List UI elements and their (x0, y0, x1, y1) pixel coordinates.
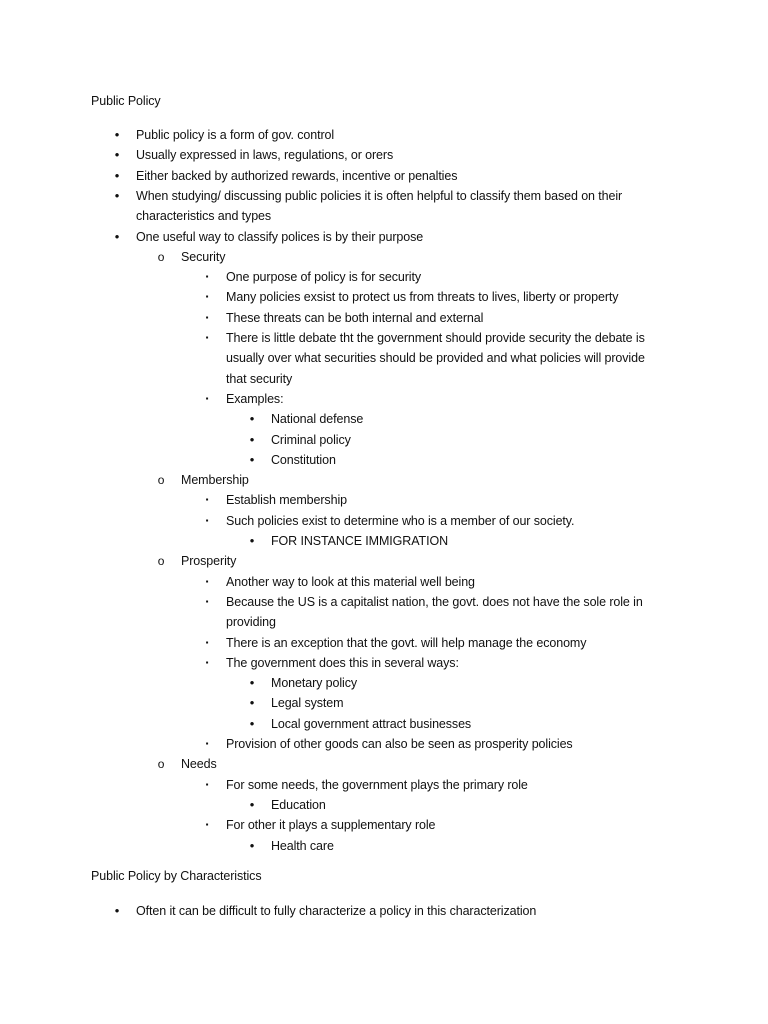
bullet-marker: ▪ (205, 779, 209, 789)
list-item: Many policies exsist to protect us from threats to lives, liberty or property (226, 290, 619, 305)
list-item: Prosperity (181, 554, 237, 569)
list-item: For other it plays a supplementary role (226, 818, 436, 833)
list-item: Usually expressed in laws, regulations, or orers (136, 148, 394, 163)
bullet-marker: ▪ (205, 596, 209, 606)
heading-public-policy-by-characteristics: Public Policy by Characteristics (91, 869, 262, 883)
list-item: Legal system (271, 696, 344, 711)
list-item: Another way to look at this material well being (226, 574, 475, 589)
list-item: Monetary policy (271, 676, 358, 691)
list-item: Provision of other goods can also be seen as prosperity policies (226, 737, 573, 751)
list-item: Either backed by authorized rewards, incentive or penalties (136, 168, 458, 183)
bullet-marker: ▪ (205, 495, 209, 505)
bullet-marker: ▪ (205, 515, 209, 525)
bullet-marker: • (249, 431, 255, 447)
bullet-marker: • (249, 715, 255, 731)
bullet-marker: • (249, 411, 255, 427)
bullet-marker: ▪ (205, 272, 209, 282)
bullet-marker: ▪ (205, 637, 209, 647)
list-item: providing (226, 615, 276, 630)
list-item: National defense (271, 412, 364, 427)
list-item: Constitution (271, 452, 336, 467)
bullet-marker: • (114, 903, 120, 918)
list-item: Education (271, 797, 326, 812)
list-item: usually over what securities should be provided and what policies will provide (226, 351, 645, 366)
list-item: Health care (271, 838, 334, 853)
bullet-marker: ▪ (205, 657, 209, 667)
bullet-marker: ▪ (205, 576, 209, 586)
list-item: that security (226, 371, 293, 386)
list-item: Security (181, 249, 226, 264)
bullet-marker: o (157, 554, 165, 569)
bullet-marker: ▪ (205, 292, 209, 302)
list-item: The government does this in several ways: (226, 655, 459, 670)
list-item: Local government attract businesses (271, 716, 472, 731)
bullet-marker: • (249, 837, 255, 853)
bullet-marker: • (249, 695, 255, 711)
bullet-marker: ▪ (205, 393, 209, 403)
list-item: One useful way to classify polices is by their purpose (136, 229, 424, 244)
bullet-marker: o (157, 249, 165, 264)
list-item: Examples: (226, 391, 284, 406)
bullet-marker: ▪ (205, 820, 209, 830)
bullet-marker: ▪ (205, 312, 209, 322)
bullet-marker: • (249, 451, 255, 467)
list-item: Often it can be difficult to fully characterize a policy in this characterization (136, 904, 537, 918)
bullet-marker: • (249, 533, 255, 548)
list-item: One purpose of policy is for security (226, 270, 422, 285)
list-item: Such policies exist to determine who is a member of our society. (226, 513, 575, 528)
heading-public-policy: Public Policy (91, 94, 161, 108)
list-item: There is little debate tht the government should provide security the debate is (226, 331, 645, 345)
list-item: Establish membership (226, 493, 347, 508)
list-item: For some needs, the government plays the primary role (226, 777, 528, 792)
list-item: Membership (181, 473, 249, 488)
bullet-marker: • (249, 796, 255, 812)
bullet-marker: o (157, 757, 165, 772)
bullet-marker: • (249, 675, 255, 691)
list-item: Public policy is a form of gov. control (136, 128, 335, 142)
list-item: These threats can be both internal and external (226, 310, 484, 325)
list-item: characteristics and types (136, 209, 272, 224)
bullet-marker: • (114, 167, 120, 183)
list-item: FOR INSTANCE IMMIGRATION (271, 534, 448, 548)
bullet-marker: o (157, 473, 165, 488)
list-item: When studying/ discussing public policies it is often helpful to classify them based on their (136, 188, 623, 203)
list-item: Needs (181, 757, 217, 772)
bullet-marker: • (114, 228, 120, 244)
bullet-marker: • (114, 127, 120, 142)
list-item: Criminal policy (271, 432, 351, 447)
list-item: Because the US is a capitalist nation, the govt. does not have the sole role in (226, 594, 643, 609)
bullet-marker: • (114, 187, 120, 203)
bullet-marker: ▪ (205, 333, 209, 342)
list-item: There is an exception that the govt. will help manage the economy (226, 635, 587, 650)
bullet-marker: ▪ (205, 739, 209, 748)
bullet-marker: • (114, 147, 120, 163)
